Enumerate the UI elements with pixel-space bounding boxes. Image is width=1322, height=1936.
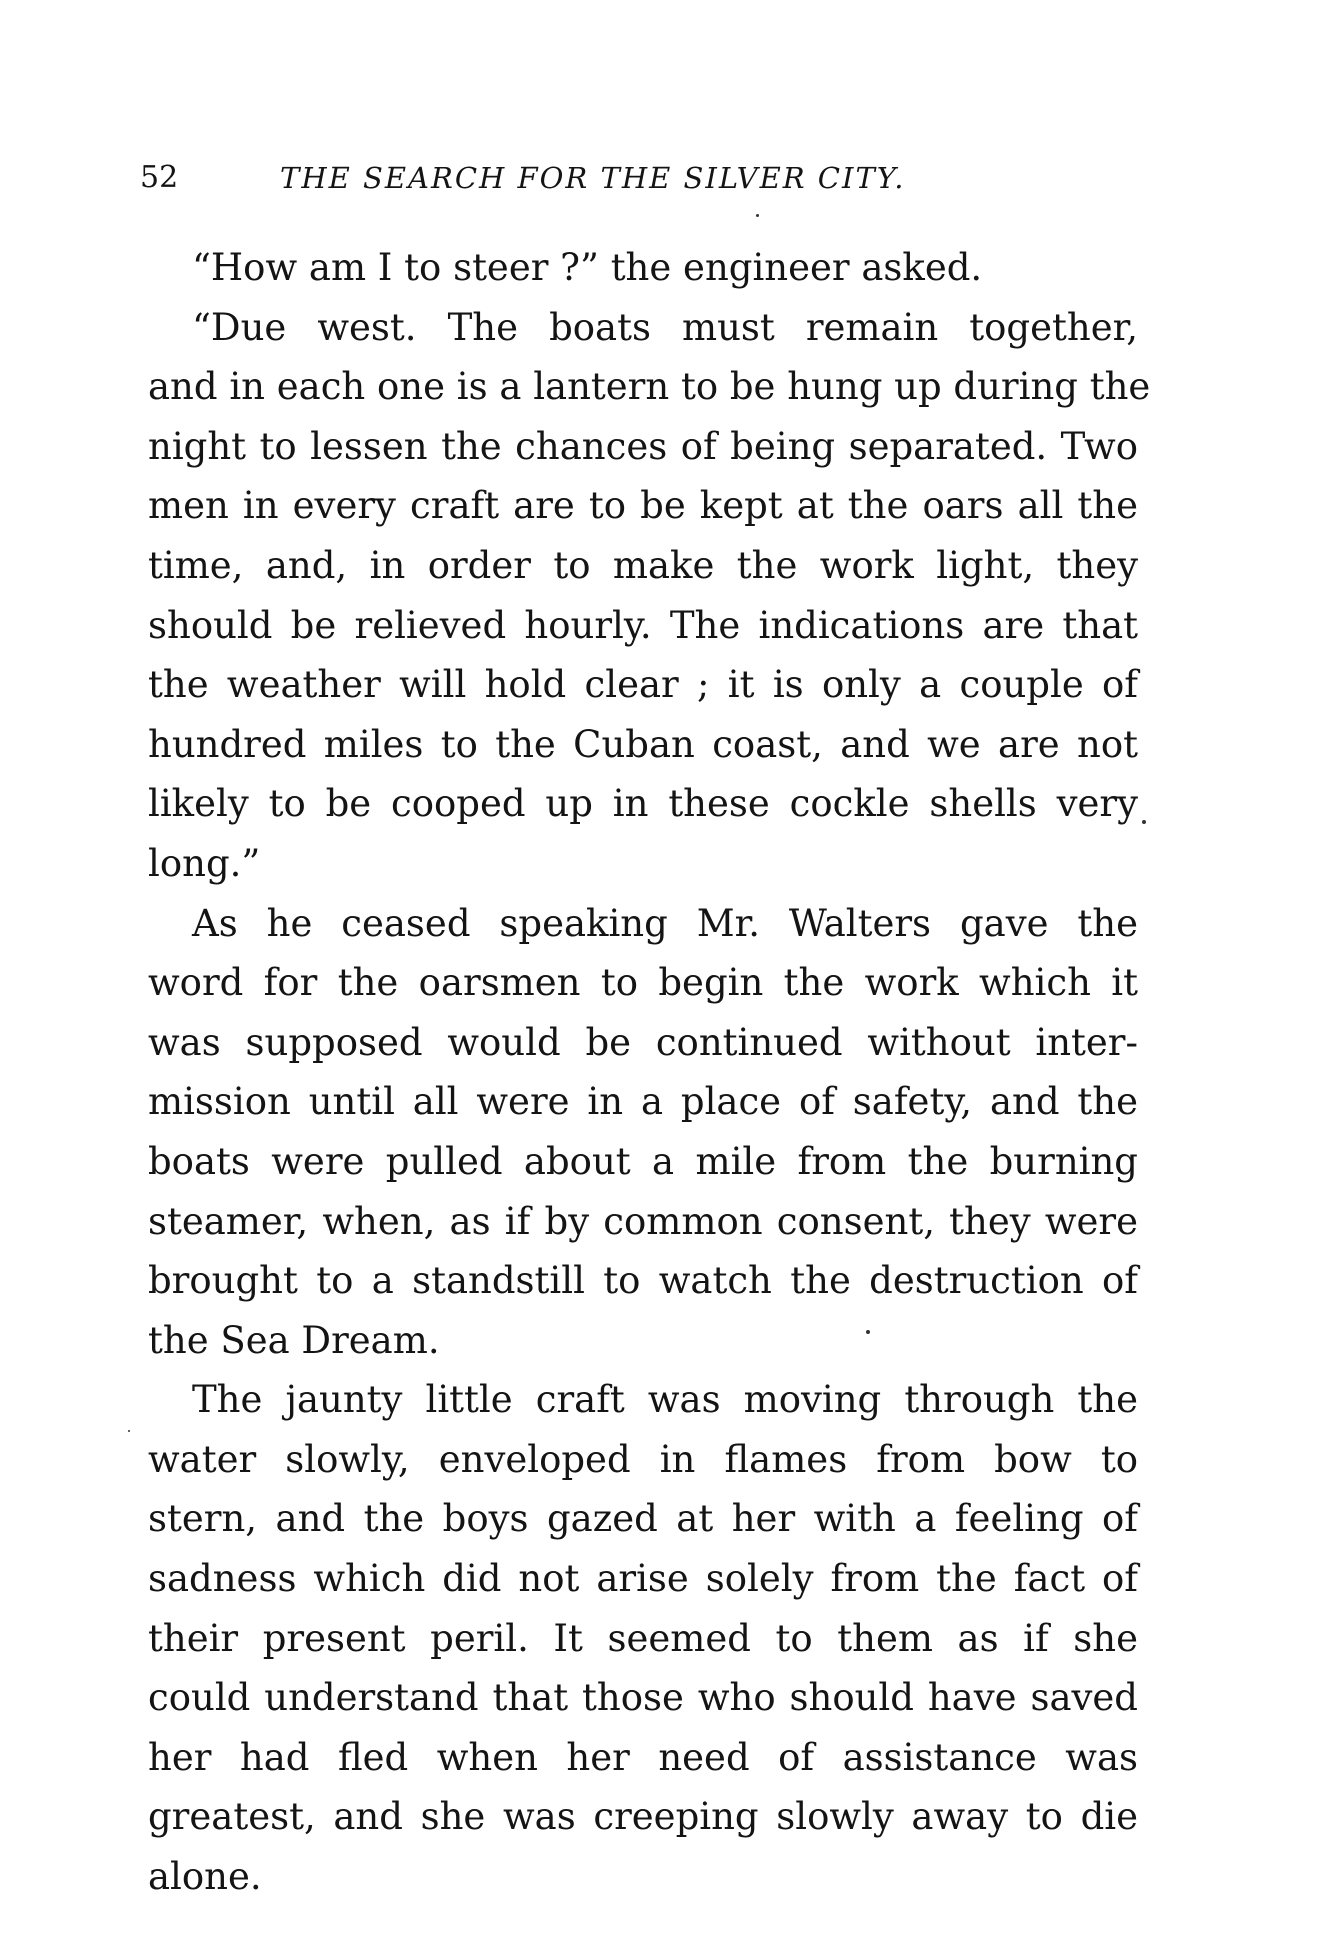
body-text [148,238,1151,1907]
text-line: night to lessen the chances of being separated. Two [148,424,1138,468]
text-line: could understand that those who should have saved [148,1676,1138,1720]
text-line: As he ceased speaking Mr. Walters gave the [192,901,1138,945]
text-line: mission until all were in a place of safety, and the [148,1080,1138,1124]
page-number: 52 [140,160,179,195]
text-line: men in every craft are to be kept at the oars all the [148,484,1138,528]
text-line: their present peril. It seemed to them as if she [148,1616,1138,1660]
text-line: “How am I to steer ?” the engineer asked. [192,246,983,289]
print-speck [128,1430,130,1432]
text-line: brought to a standstill to watch the destruction of [148,1259,1138,1303]
text-line: the Sea Dream. [148,1318,440,1362]
paragraph [148,1370,1138,1906]
paragraph [148,298,1151,894]
text-line: and in each one is a lantern to be hung up during the [148,365,1151,409]
text-line: time, and, in order to make the work light, they [148,543,1138,587]
paragraph [148,894,1138,1371]
paragraph [148,238,1138,298]
text-line: The jaunty little craft was moving through the [192,1378,1138,1422]
text-line: water slowly, enveloped in flames from bow to [148,1437,1138,1481]
print-speck [1142,820,1146,824]
text-line: was supposed would be continued without inter- [148,1020,1138,1064]
text-line: word for the oarsmen to begin the work which it [148,961,1138,1005]
text-line: hundred miles to the Cuban coast, and we are not [148,722,1138,766]
print-speck [866,1330,870,1334]
running-head [140,158,1040,198]
text-line: should be relieved hourly. The indications are that [148,603,1138,647]
text-line: “Due west. The boats must remain together, [192,305,1138,349]
text-line: sadness which did not arise solely from the fact of [148,1557,1138,1601]
text-line: steamer, when, as if by common consent, they were [148,1199,1138,1243]
text-line: stern, and the boys gazed at her with a feeling of [148,1497,1138,1541]
text-line: alone. [148,1855,262,1899]
text-line: her had fled when her need of assistance was [148,1735,1138,1779]
text-line: boats were pulled about a mile from the burning [148,1139,1138,1183]
text-line: greatest, and she was creeping slowly away to die [148,1795,1138,1839]
text-line: long.” [148,841,261,885]
text-line: likely to be cooped up in these cockle shells very [148,782,1138,826]
running-title: THE SEARCH FOR THE SILVER CITY. [280,161,906,195]
text-line: the weather will hold clear ; it is only a couple of [148,663,1138,707]
print-speck [756,214,759,217]
